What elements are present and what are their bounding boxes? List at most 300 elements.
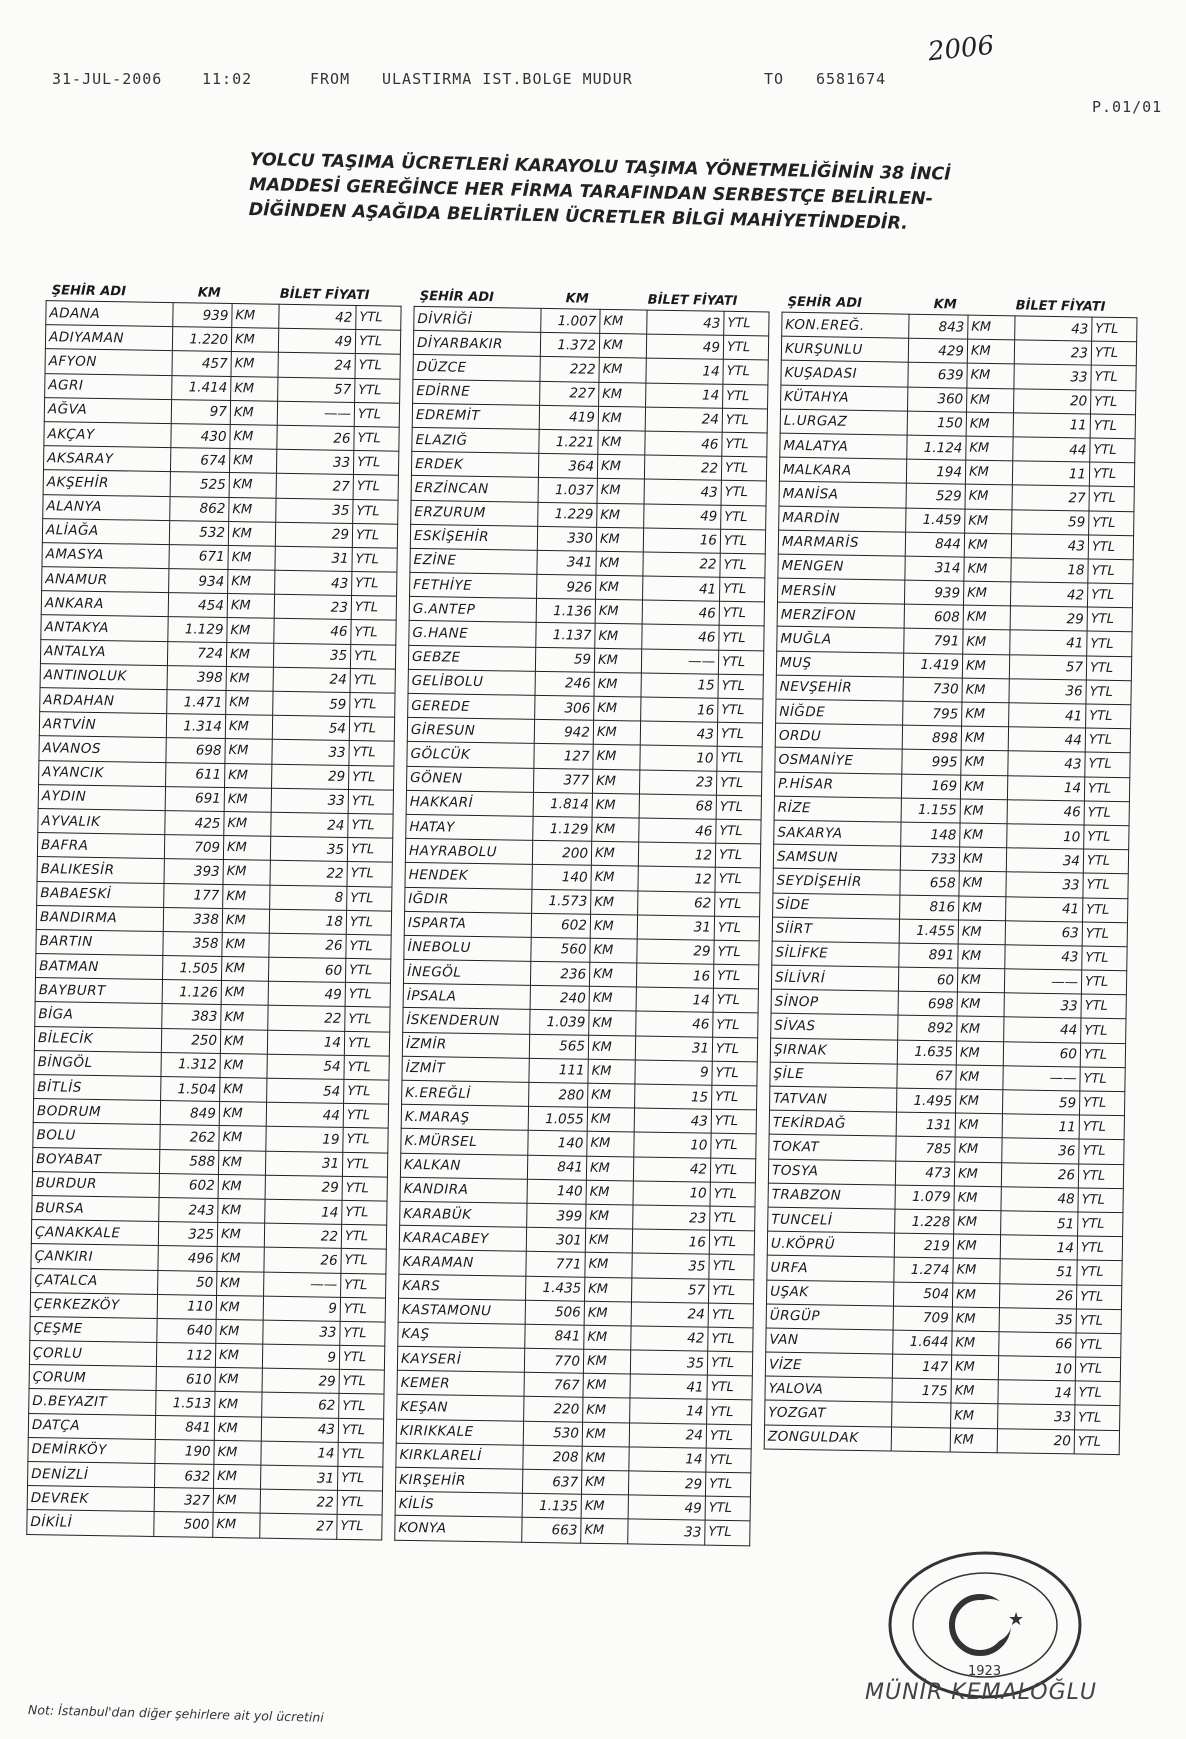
currency-cell: YTL xyxy=(723,384,768,409)
currency-cell: YTL xyxy=(1090,390,1135,415)
km-unit-cell: KM xyxy=(219,1126,266,1151)
price-cell: 46 xyxy=(642,600,719,625)
currency-cell: YTL xyxy=(1076,1333,1121,1358)
fax-from-label: FROM xyxy=(310,70,351,88)
km-unit-cell: KM xyxy=(214,1440,261,1465)
currency-cell: YTL xyxy=(351,596,396,621)
city-cell: AVANOS xyxy=(39,736,166,762)
km-unit-cell: KM xyxy=(596,551,643,576)
km-unit-cell: KM xyxy=(599,358,646,383)
city-cell: ISPARTA xyxy=(404,911,531,937)
city-cell: AGRI xyxy=(45,373,172,399)
km-cell: 150 xyxy=(907,411,966,436)
fax-sender: ULASTIRMA IST.BOLGE MUDUR xyxy=(382,70,633,88)
price-cell: 41 xyxy=(643,576,720,601)
km-cell: 208 xyxy=(523,1445,582,1470)
city-cell: MALATYA xyxy=(780,433,907,459)
currency-cell: YTL xyxy=(706,1424,751,1449)
price-cell: 60 xyxy=(1003,1041,1080,1066)
km-unit-cell: KM xyxy=(215,1368,262,1393)
price-cell: 43 xyxy=(640,721,717,746)
km-cell: 1.137 xyxy=(536,623,595,648)
price-cell: 16 xyxy=(632,1229,709,1254)
city-cell: YOZGAT xyxy=(765,1400,892,1426)
price-cell: 26 xyxy=(264,1247,341,1272)
price-cell: 29 xyxy=(628,1471,705,1496)
km-cell: 429 xyxy=(908,338,967,363)
currency-cell: YTL xyxy=(1078,1212,1123,1237)
city-cell: TOKAT xyxy=(769,1134,896,1160)
km-cell: 610 xyxy=(156,1367,215,1392)
currency-cell: YTL xyxy=(345,983,390,1008)
km-unit-cell: KM xyxy=(587,1107,634,1132)
city-cell: ELAZIĞ xyxy=(412,427,539,453)
price-cell: 18 xyxy=(1011,558,1088,583)
km-cell: 496 xyxy=(158,1246,217,1271)
city-cell: ANAMUR xyxy=(42,567,169,593)
km-unit-cell: KM xyxy=(220,1077,267,1102)
km-cell: 602 xyxy=(159,1173,218,1198)
km-cell: 504 xyxy=(893,1282,952,1307)
km-cell: 430 xyxy=(171,424,230,449)
km-unit-cell: KM xyxy=(221,1005,268,1030)
price-cell: 22 xyxy=(260,1489,337,1514)
city-cell: GEBZE xyxy=(408,645,535,671)
fare-table-middle xyxy=(394,306,769,1546)
currency-cell: YTL xyxy=(1084,777,1129,802)
heading-line-3: DİĞİNDEN AŞAĞIDA BELİRTİLEN ÜCRETLER BİLGİ MAHİYETİNDEDİR. xyxy=(248,199,909,234)
km-unit-cell: KM xyxy=(586,1180,633,1205)
city-cell: KUŞADASI xyxy=(781,361,908,387)
city-cell: BİLECİK xyxy=(34,1026,161,1052)
km-cell xyxy=(892,1402,951,1427)
header-city: ŞEHİR ADI xyxy=(51,283,127,300)
km-cell: 849 xyxy=(160,1101,219,1126)
price-cell: 46 xyxy=(274,619,351,644)
handwritten-year: 2006 xyxy=(926,30,996,68)
km-cell: 639 xyxy=(908,363,967,388)
km-unit-cell: KM xyxy=(962,654,1009,679)
km-cell: 175 xyxy=(892,1378,951,1403)
currency-cell: YTL xyxy=(720,529,765,554)
km-cell: 1.513 xyxy=(156,1391,215,1416)
km-cell: 219 xyxy=(894,1233,953,1258)
price-cell: 60 xyxy=(268,957,345,982)
currency-cell: YTL xyxy=(1087,607,1132,632)
km-cell: 1.007 xyxy=(541,308,600,333)
km-cell: 771 xyxy=(526,1252,585,1277)
currency-cell: YTL xyxy=(1088,535,1133,560)
currency-cell: YTL xyxy=(355,378,400,403)
km-cell: 240 xyxy=(530,986,589,1011)
km-unit-cell: KM xyxy=(955,1137,1002,1162)
km-unit-cell: KM xyxy=(582,1422,629,1447)
km-unit-cell: KM xyxy=(951,1355,998,1380)
price-cell: —— xyxy=(264,1272,341,1297)
km-cell: 942 xyxy=(534,720,593,745)
city-cell: KARACABEY xyxy=(399,1225,526,1251)
km-unit-cell: KM xyxy=(963,605,1010,630)
km-cell: 220 xyxy=(524,1397,583,1422)
price-cell: 33 xyxy=(271,788,348,813)
currency-cell: YTL xyxy=(1090,438,1135,463)
price-cell: 24 xyxy=(629,1423,706,1448)
km-cell: 1.459 xyxy=(906,508,965,533)
km-cell: 767 xyxy=(524,1373,583,1398)
km-unit-cell: KM xyxy=(213,1489,260,1514)
currency-cell: YTL xyxy=(1089,462,1134,487)
price-cell: 57 xyxy=(631,1277,708,1302)
km-unit-cell: KM xyxy=(953,1234,1000,1259)
price-cell: 33 xyxy=(1006,872,1083,897)
city-cell: K.MARAŞ xyxy=(401,1105,528,1131)
currency-cell: YTL xyxy=(348,813,393,838)
currency-cell: YTL xyxy=(340,1297,385,1322)
city-cell: DİKİLİ xyxy=(27,1510,154,1536)
km-cell: 724 xyxy=(167,641,226,666)
price-cell: 9 xyxy=(635,1060,712,1085)
currency-cell: YTL xyxy=(1082,922,1127,947)
city-cell: KEMER xyxy=(397,1371,524,1397)
km-unit-cell: KM xyxy=(956,1041,1003,1066)
km-cell: 393 xyxy=(164,859,223,884)
km-cell: 111 xyxy=(529,1058,588,1083)
km-unit-cell: KM xyxy=(591,841,638,866)
km-unit-cell: KM xyxy=(218,1198,265,1223)
km-cell: 399 xyxy=(527,1203,586,1228)
km-cell: 67 xyxy=(897,1064,956,1089)
km-unit-cell: KM xyxy=(230,400,277,425)
currency-cell: YTL xyxy=(720,577,765,602)
price-cell: 14 xyxy=(1007,775,1084,800)
currency-cell: YTL xyxy=(720,553,765,578)
price-cell: 57 xyxy=(278,377,355,402)
price-cell: 29 xyxy=(265,1175,342,1200)
city-cell: ŞIRNAK xyxy=(770,1038,897,1064)
city-cell: TEKİRDAĞ xyxy=(769,1110,896,1136)
km-cell: 140 xyxy=(527,1179,586,1204)
km-unit-cell: KM xyxy=(584,1325,631,1350)
km-unit-cell: KM xyxy=(592,793,639,818)
km-unit-cell: KM xyxy=(224,787,271,812)
price-cell: 24 xyxy=(278,353,355,378)
currency-cell: YTL xyxy=(1078,1164,1123,1189)
km-unit-cell: KM xyxy=(599,334,646,359)
currency-cell: YTL xyxy=(347,838,392,863)
price-cell: 36 xyxy=(1009,679,1086,704)
price-cell: 46 xyxy=(636,1011,713,1036)
km-unit-cell: KM xyxy=(223,836,270,861)
km-unit-cell: KM xyxy=(955,1089,1002,1114)
km-unit-cell: KM xyxy=(967,339,1014,364)
city-cell: EZİNE xyxy=(410,548,537,574)
km-cell: 364 xyxy=(538,454,597,479)
currency-cell: YTL xyxy=(1089,486,1134,511)
city-cell: İZMİR xyxy=(402,1032,529,1058)
km-unit-cell: KM xyxy=(223,860,270,885)
km-cell: 1.635 xyxy=(897,1040,956,1065)
km-unit-cell: KM xyxy=(221,957,268,982)
km-cell: 97 xyxy=(171,399,230,424)
currency-cell: YTL xyxy=(355,354,400,379)
city-cell: ŞİLE xyxy=(770,1062,897,1088)
city-cell: HATAY xyxy=(406,814,533,840)
city-cell: ÇANAKKALE xyxy=(31,1220,158,1246)
city-cell: AYDIN xyxy=(38,784,165,810)
currency-cell: YTL xyxy=(355,330,400,355)
column-left xyxy=(26,278,402,1540)
price-cell: 43 xyxy=(647,310,724,335)
price-cell: 15 xyxy=(635,1084,712,1109)
price-cell: 59 xyxy=(273,691,350,716)
price-cell: 23 xyxy=(1014,340,1091,365)
price-cell: 33 xyxy=(263,1320,340,1345)
city-cell: DATÇA xyxy=(28,1413,155,1439)
km-cell: 148 xyxy=(901,822,960,847)
km-cell: 816 xyxy=(900,895,959,920)
km-cell: 611 xyxy=(166,762,225,787)
km-unit-cell: KM xyxy=(217,1247,264,1272)
price-cell: 35 xyxy=(999,1307,1076,1332)
km-cell: 1.435 xyxy=(526,1276,585,1301)
city-cell: ARTVİN xyxy=(39,712,166,738)
city-cell: BANDIRMA xyxy=(36,905,163,931)
header-city: ŞEHİR ADI xyxy=(787,294,863,311)
currency-cell: YTL xyxy=(1083,873,1128,898)
km-cell: 341 xyxy=(537,550,596,575)
km-cell: 1.573 xyxy=(532,889,591,914)
price-cell: 49 xyxy=(644,504,721,529)
currency-cell: YTL xyxy=(1077,1260,1122,1285)
currency-cell: YTL xyxy=(722,432,767,457)
currency-cell: YTL xyxy=(353,499,398,524)
km-unit-cell: KM xyxy=(957,1016,1004,1041)
km-unit-cell: KM xyxy=(214,1416,261,1441)
currency-cell: YTL xyxy=(345,1007,390,1032)
city-cell: ALANYA xyxy=(43,494,170,520)
currency-cell: YTL xyxy=(350,692,395,717)
km-unit-cell: KM xyxy=(964,557,1011,582)
city-cell: KARABÜK xyxy=(400,1201,527,1227)
price-cell: 31 xyxy=(637,915,714,940)
km-cell: 1.124 xyxy=(907,435,966,460)
km-unit-cell: KM xyxy=(220,1053,267,1078)
price-cell: 16 xyxy=(643,528,720,553)
price-cell: 11 xyxy=(1002,1114,1079,1139)
currency-cell: YTL xyxy=(346,910,391,935)
currency-cell: YTL xyxy=(1082,946,1127,971)
currency-cell: YTL xyxy=(714,940,759,965)
km-unit-cell: KM xyxy=(965,484,1012,509)
city-cell: BOLU xyxy=(33,1123,160,1149)
km-unit-cell: KM xyxy=(225,763,272,788)
km-cell: 1.079 xyxy=(895,1185,954,1210)
price-cell: 43 xyxy=(634,1108,711,1133)
city-cell: ESKİŞEHİR xyxy=(410,524,537,550)
signature: MÜNİR KEMALOĞLU xyxy=(865,1680,1097,1705)
km-unit-cell: KM xyxy=(959,896,1006,921)
km-cell: 246 xyxy=(535,671,594,696)
city-cell: BALIKESİR xyxy=(37,857,164,883)
km-cell: 795 xyxy=(903,701,962,726)
km-unit-cell: KM xyxy=(584,1301,631,1326)
km-unit-cell: KM xyxy=(954,1210,1001,1235)
km-cell: 862 xyxy=(170,496,229,521)
city-cell: KIRKLARELİ xyxy=(396,1443,523,1469)
km-unit-cell: KM xyxy=(219,1102,266,1127)
header-km: KM xyxy=(933,297,957,313)
km-cell: 140 xyxy=(528,1131,587,1156)
city-cell: KİLİS xyxy=(395,1491,522,1517)
currency-cell: YTL xyxy=(705,1496,750,1521)
price-cell: 22 xyxy=(268,1006,345,1031)
km-unit-cell: KM xyxy=(215,1392,262,1417)
km-cell: 841 xyxy=(155,1415,214,1440)
currency-cell: YTL xyxy=(1086,704,1131,729)
km-unit-cell: KM xyxy=(581,1470,628,1495)
price-cell: 29 xyxy=(275,522,352,547)
city-cell: ÇATALCA xyxy=(31,1268,158,1294)
price-cell: 43 xyxy=(275,570,352,595)
city-cell: TATVAN xyxy=(770,1086,897,1112)
km-unit-cell: KM xyxy=(591,890,638,915)
km-cell: 454 xyxy=(168,593,227,618)
currency-cell: YTL xyxy=(343,1128,388,1153)
currency-cell: YTL xyxy=(342,1176,387,1201)
currency-cell: YTL xyxy=(708,1279,753,1304)
currency-cell: YTL xyxy=(723,335,768,360)
currency-cell: YTL xyxy=(1092,317,1137,342)
currency-cell: YTL xyxy=(343,1104,388,1129)
km-cell: 698 xyxy=(898,991,957,1016)
city-cell: ÇORUM xyxy=(29,1365,156,1391)
price-cell: 66 xyxy=(999,1332,1076,1357)
currency-cell: YTL xyxy=(710,1182,755,1207)
city-cell: GÖLCÜK xyxy=(407,742,534,768)
city-cell: DEVREK xyxy=(27,1486,154,1512)
city-cell: NEVŞEHİR xyxy=(776,675,903,701)
fax-page: P.01/01 xyxy=(1092,98,1163,116)
price-cell: 46 xyxy=(642,624,719,649)
price-cell: 41 xyxy=(1009,703,1086,728)
km-cell: 588 xyxy=(159,1149,218,1174)
city-cell: KANDIRA xyxy=(400,1177,527,1203)
km-cell: 112 xyxy=(156,1343,215,1368)
currency-cell: YTL xyxy=(705,1472,750,1497)
km-cell: 1.037 xyxy=(538,478,597,503)
km-unit-cell: KM xyxy=(967,388,1014,413)
km-unit-cell: KM xyxy=(954,1186,1001,1211)
currency-cell: YTL xyxy=(1088,559,1133,584)
km-cell: 843 xyxy=(909,314,968,339)
city-cell: U.KÖPRÜ xyxy=(767,1231,894,1257)
km-unit-cell: KM xyxy=(960,823,1007,848)
currency-cell: YTL xyxy=(708,1327,753,1352)
city-cell: KIRŞEHİR xyxy=(395,1467,522,1493)
price-cell: 10 xyxy=(634,1132,711,1157)
km-cell: 1.504 xyxy=(161,1077,220,1102)
price-cell: 22 xyxy=(264,1223,341,1248)
price-cell: 22 xyxy=(643,552,720,577)
city-cell: SAMSUN xyxy=(773,844,900,870)
km-unit-cell: KM xyxy=(593,720,640,745)
header-km: KM xyxy=(565,291,589,307)
city-cell: ÇERKEZKÖY xyxy=(30,1292,157,1318)
city-cell: SİLİFKE xyxy=(772,941,899,967)
km-cell: 110 xyxy=(157,1294,216,1319)
city-cell: DİVRİĞİ xyxy=(414,306,541,332)
currency-cell: YTL xyxy=(337,1466,382,1491)
price-cell: 14 xyxy=(636,987,713,1012)
km-cell: 306 xyxy=(535,695,594,720)
price-cell: 62 xyxy=(262,1393,339,1418)
city-cell: L.URGAZ xyxy=(780,409,907,435)
km-cell: 1.814 xyxy=(533,792,592,817)
currency-cell: YTL xyxy=(721,481,766,506)
city-cell: MERSİN xyxy=(777,578,904,604)
city-cell: AMASYA xyxy=(42,542,169,568)
km-cell: 262 xyxy=(160,1125,219,1150)
km-unit-cell: KM xyxy=(231,376,278,401)
city-cell: KIRIKKALE xyxy=(396,1419,523,1445)
price-cell: 41 xyxy=(630,1374,707,1399)
city-cell: HAKKARİ xyxy=(406,790,533,816)
price-cell: 57 xyxy=(1009,654,1086,679)
city-cell: KALKAN xyxy=(400,1153,527,1179)
city-cell: EDREMİT xyxy=(412,403,539,429)
city-cell: VİZE xyxy=(765,1352,892,1378)
city-cell: SİVAS xyxy=(771,1014,898,1040)
km-unit-cell: KM xyxy=(957,968,1004,993)
currency-cell: YTL xyxy=(705,1521,750,1546)
km-unit-cell: KM xyxy=(214,1464,261,1489)
price-cell: 10 xyxy=(1007,824,1084,849)
currency-cell: YTL xyxy=(717,722,762,747)
city-cell: GELİBOLU xyxy=(408,669,535,695)
price-cell: 34 xyxy=(1006,848,1083,873)
city-cell: BATMAN xyxy=(36,954,163,980)
price-cell: 9 xyxy=(262,1344,339,1369)
km-cell: 1.414 xyxy=(172,375,231,400)
price-cell: 14 xyxy=(1000,1235,1077,1260)
city-cell: G.HANE xyxy=(409,621,536,647)
city-cell: ÇORLU xyxy=(29,1341,156,1367)
km-unit-cell: KM xyxy=(595,600,642,625)
price-cell: 22 xyxy=(270,861,347,886)
city-cell: BOYABAT xyxy=(32,1147,159,1173)
city-cell: YALOVA xyxy=(765,1376,892,1402)
price-cell: 48 xyxy=(1001,1186,1078,1211)
city-cell: BİGA xyxy=(35,1002,162,1028)
km-cell: 560 xyxy=(531,937,590,962)
km-cell: 1.372 xyxy=(540,333,599,358)
km-cell: 131 xyxy=(896,1112,955,1137)
price-cell: 41 xyxy=(1010,630,1087,655)
km-cell: 1.155 xyxy=(901,798,960,823)
km-cell: 1.455 xyxy=(899,919,958,944)
city-cell: AYANCIK xyxy=(39,760,166,786)
km-unit-cell: KM xyxy=(226,642,273,667)
city-cell: AFYON xyxy=(45,349,172,375)
km-cell: 236 xyxy=(530,961,589,986)
city-cell: AKÇAY xyxy=(44,422,171,448)
km-cell: 532 xyxy=(169,520,228,545)
km-cell: 525 xyxy=(170,472,229,497)
km-unit-cell: KM xyxy=(581,1494,628,1519)
currency-cell: YTL xyxy=(1075,1381,1120,1406)
km-unit-cell: KM xyxy=(964,533,1011,558)
currency-cell: YTL xyxy=(1087,631,1132,656)
